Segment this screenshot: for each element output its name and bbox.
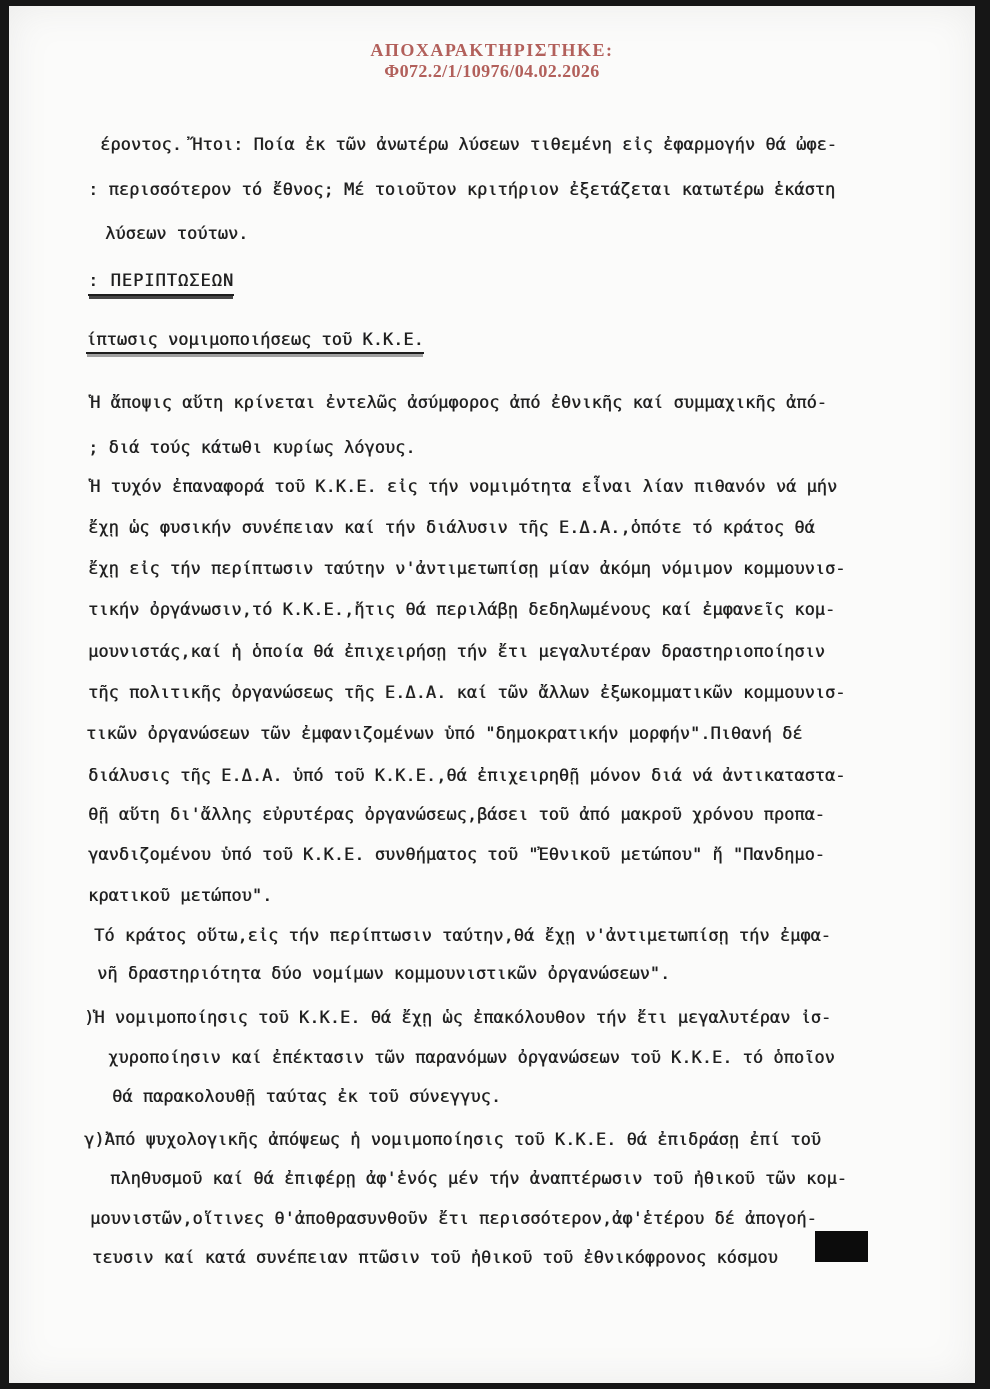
document-page [9,6,975,1383]
text-line: ἔχῃ ὡς φυσικήν συνέπειαν καί τήν διάλυσιν τῆς Ε.Δ.Α.,ὁπότε τό κράτος θά [88,518,815,538]
text-line: κρατικοῦ μετώπου". [88,886,273,906]
list-item-line: γ)Ἀπό ψυχολογικῆς ἀπόψεως ἡ νομιμοποίησις τοῦ Κ.Κ.Ε. θά ἐπιδράσῃ ἐπί τοῦ [84,1130,821,1150]
text-line: τικήν ὀργάνωσιν,τό Κ.Κ.Ε.,ἥτις θά περιλάβῃ δεδηλωμένους καί ἐμφανεῖς κομ- [88,600,836,620]
text-line: ἔχῃ εἰς τήν περίπτωσιν ταύτην ν'ἀντιμετωπίσῃ μίαν ἀκόμη νόμιμον κομμουνισ- [88,559,846,579]
section-heading: : ΠΕΡΙΠΤΩΣΕΩΝ [88,272,234,296]
text-line: ; διά τούς κάτωθι κυρίως λόγους. [88,438,416,458]
redaction-box [815,1231,868,1262]
list-item-line: χυροποίησιν καί ἐπέκτασιν τῶν παρανόμων ὀργανώσεων τοῦ Κ.Κ.Ε. τό ὁποῖον [108,1048,835,1068]
text-line: Ἡ τυχόν ἐπαναφορά τοῦ Κ.Κ.Ε. εἰς τήν νομιμότητα εἶναι λίαν πιθανόν νά μήν [90,477,838,497]
list-item-line: θά παρακολουθῇ ταύτας ἐκ τοῦ σύνεγγυς. [112,1087,501,1107]
list-item-line: μουνιστῶν,οἵτινες θ'ἀποθρασυνθοῦν ἔτι περισσότερον,ἀφ'ἑτέρου δέ ἀπογοή- [90,1209,817,1229]
list-item-line: )Ἡ νομιμοποίησις τοῦ Κ.Κ.Ε. θά ἔχῃ ὡς ἐπακόλουθον τήν ἔτι μεγαλυτέραν ἰσ- [84,1008,832,1028]
text-line: τικῶν ὀργανώσεων τῶν ἐμφανιζομένων ὑπό "δημοκρατικήν μορφήν".Πιθανή δέ [86,724,803,744]
list-item-line: πληθυσμοῦ καί θά ἐπιφέρῃ ἀφ'ἑνός μέν τήν ἀναπτέρωσιν τοῦ ἠθικοῦ τῶν κομ- [110,1169,847,1189]
text-line: μουνιστάς,καί ἡ ὁποία θά ἐπιχειρήσῃ τήν ἔτι μεγαλυτέραν δραστηριοποίησιν [88,642,825,662]
text-line: έροντος. Ἤτοι: Ποία ἐκ τῶν ἀνωτέρω λύσεων τιθεμένη εἰς ἐφαρμογήν θά ὠφε- [100,135,837,155]
text-line: νῆ δραστηριότητα δύο νομίμων κομμουνιστικῶν ὀργανώσεων". [97,964,671,984]
stamp-title: ΑΠΟΧΑΡΑΚΤΗΡΙΣΤΗΚΕ: [370,40,614,60]
stamp-reference-number: Φ072.2/1/10976/04.02.2026 [384,61,600,81]
subsection-heading: ίπτωσις νομιμοποιήσεως τοῦ Κ.Κ.Ε. [86,331,424,354]
declassification-stamp [9,40,975,82]
text-line: : περισσότερον τό ἔθνος; Μέ τοιοῦτον κριτήριον ἐξετάζεται κατωτέρω ἑκάστη [88,180,836,200]
text-line: διάλυσις τῆς Ε.Δ.Α. ὑπό τοῦ Κ.Κ.Ε.,θά ἐπιχειρηθῇ μόνον διά νά ἀντικαταστα- [88,766,846,786]
text-line: θῇ αὕτη δι'ἄλλης εὐρυτέρας ὀργανώσεως,βάσει τοῦ ἀπό μακροῦ χρόνου προπα- [88,805,825,825]
text-line: λύσεων τούτων. [105,224,249,244]
text-line: τῆς πολιτικῆς ὀργανώσεως τῆς Ε.Δ.Α. καί τῶν ἄλλων ἐξωκομματικῶν κομμουνισ- [88,683,846,703]
list-item-line: τευσιν καί κατά συνέπειαν πτῶσιν τοῦ ἠθικοῦ τοῦ ἐθνικόφρονος κόσμου [92,1248,778,1268]
text-line: Τό κράτος οὕτω,εἰς τήν περίπτωσιν ταύτην,θά ἔχῃ ν'ἀντιμετωπίσῃ τήν ἐμφα- [94,926,831,946]
text-line: Ἡ ἄποψις αὕτη κρίνεται ἐντελῶς ἀσύμφορος ἀπό ἐθνικῆς καί συμμαχικῆς ἀπό- [90,393,827,413]
text-line: γανδιζομένου ὑπό τοῦ Κ.Κ.Ε. συνθήματος τοῦ "Ἐθνικοῦ μετώπου" ἤ "Πανδημο- [88,845,825,865]
